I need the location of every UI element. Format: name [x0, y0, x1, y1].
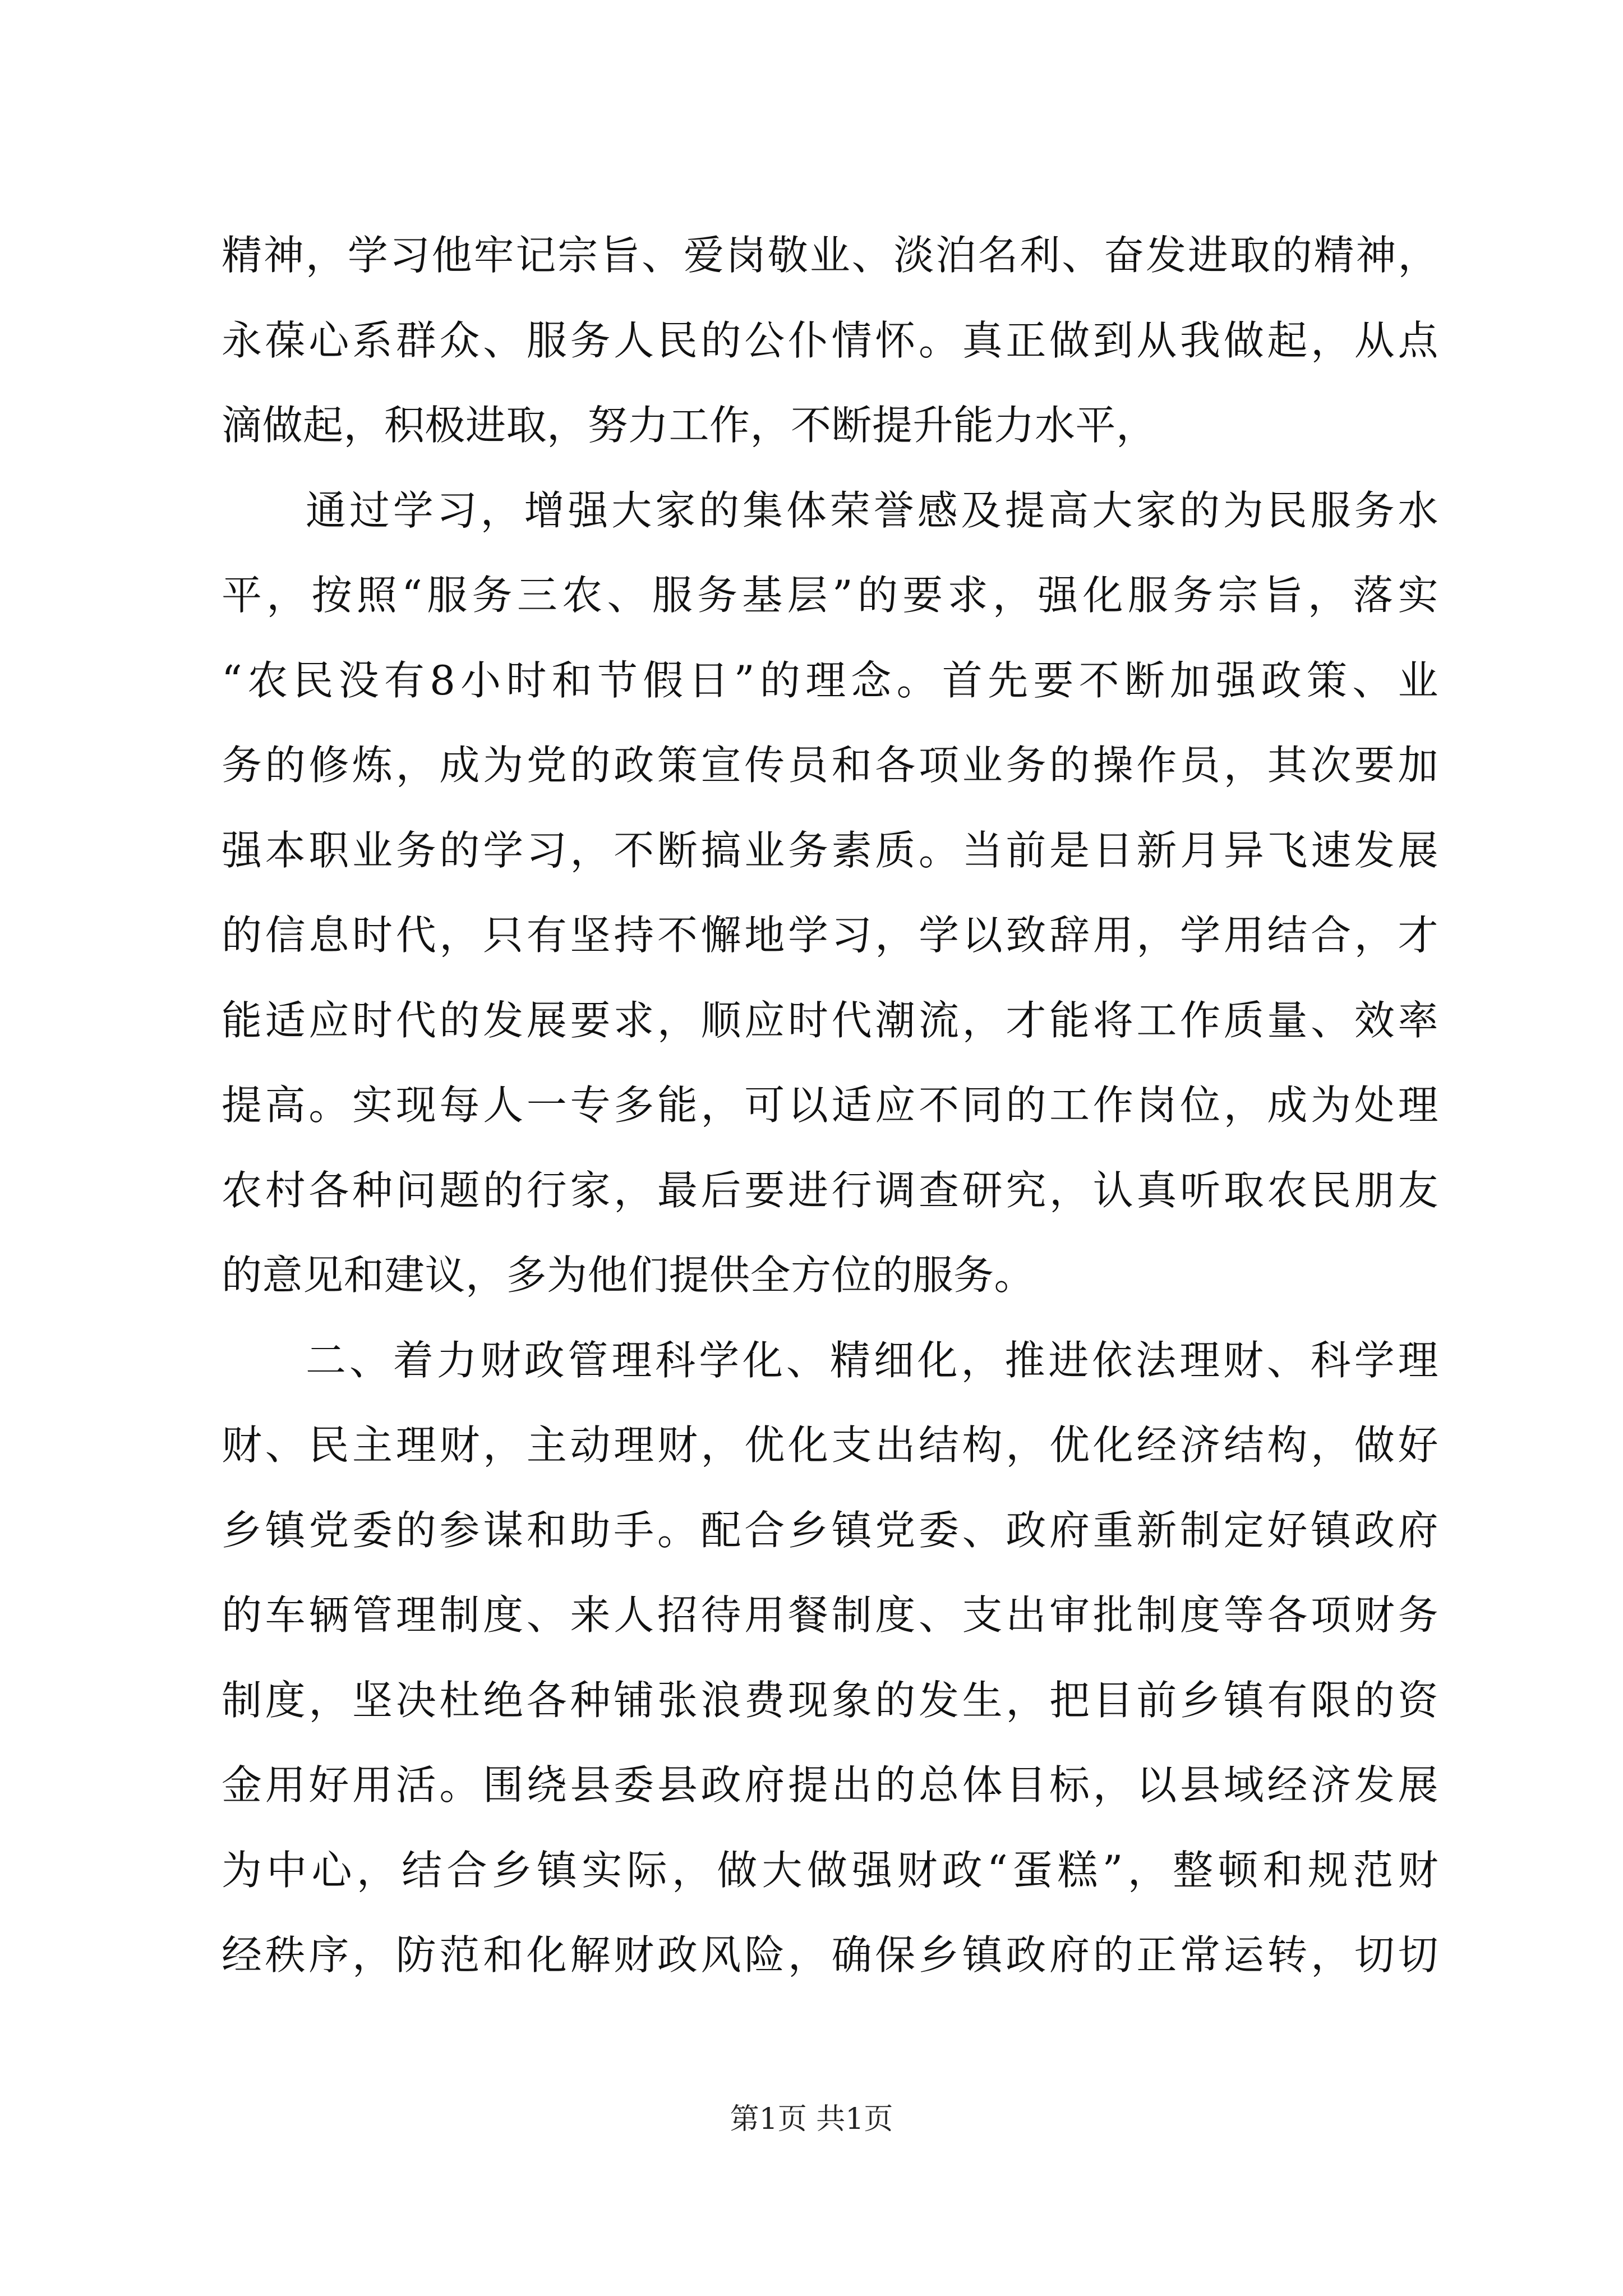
text-line: 的车辆管理制度、来人招待用餐制度、支出审批制度等各项财务 [222, 1591, 1438, 1639]
text-line: 能适应时代的发展要求，顺应时代潮流，才能将工作质量、效率 [222, 996, 1438, 1044]
text-line: 永葆心系群众、服务人民的公仆情怀。真正做到从我做起，从点 [222, 316, 1438, 364]
text-line: 滴做起，积极进取，努力工作，不断提升能力水平， [222, 402, 1157, 449]
text-line: “农民没有8小时和节假日”的理念。首先要不断加强政策、业 [222, 656, 1438, 704]
text-line: 平，按照“服务三农、服务基层”的要求，强化服务宗旨，落实 [222, 572, 1438, 619]
page-number-label: 第1页 共1页 [730, 2102, 893, 2136]
text-line: 精神，学习他牢记宗旨、爱岗敬业、淡泊名利、奋发进取的精神， [222, 232, 1438, 279]
text-line: 为中心，结合乡镇实际，做大做强财政“蛋糕”，整顿和规范财 [222, 1846, 1438, 1894]
text-line: 乡镇党委的参谋和助手。配合乡镇党委、政府重新制定好镇政府 [222, 1506, 1438, 1554]
text-line: 农村各种问题的行家，最后要进行调查研究，认真听取农民朋友 [222, 1166, 1438, 1214]
page-footer [0, 2102, 1623, 2136]
text-line: 务的修炼，成为党的政策宣传员和各项业务的操作员，其次要加 [222, 742, 1438, 789]
text-line: 通过学习，增强大家的集体荣誉感及提高大家的为民服务水 [306, 486, 1438, 534]
text-line: 制度，坚决杜绝各种铺张浪费现象的发生，把目前乡镇有限的资 [222, 1676, 1438, 1724]
text-line: 提高。实现每人一专多能，可以适应不同的工作岗位，成为处理 [222, 1082, 1438, 1129]
text-line: 二、着力财政管理科学化、精细化，推进依法理财、科学理 [306, 1336, 1438, 1384]
text-line: 的意见和建议，多为他们提供全方位的服务。 [222, 1251, 1035, 1299]
text-line: 强本职业务的学习，不断搞业务素质。当前是日新月异飞速发展 [222, 826, 1438, 874]
body-text [222, 213, 1438, 1998]
text-line: 金用好用活。围绕县委县政府提出的总体目标，以县域经济发展 [222, 1761, 1438, 1809]
text-line: 财、民主理财，主动理财，优化支出结构，优化经济结构，做好 [222, 1421, 1438, 1469]
text-line: 经秩序，防范和化解财政风险，确保乡镇政府的正常运转，切切 [222, 1931, 1438, 1978]
text-line: 的信息时代，只有坚持不懈地学习，学以致辞用，学用结合，才 [222, 912, 1438, 959]
